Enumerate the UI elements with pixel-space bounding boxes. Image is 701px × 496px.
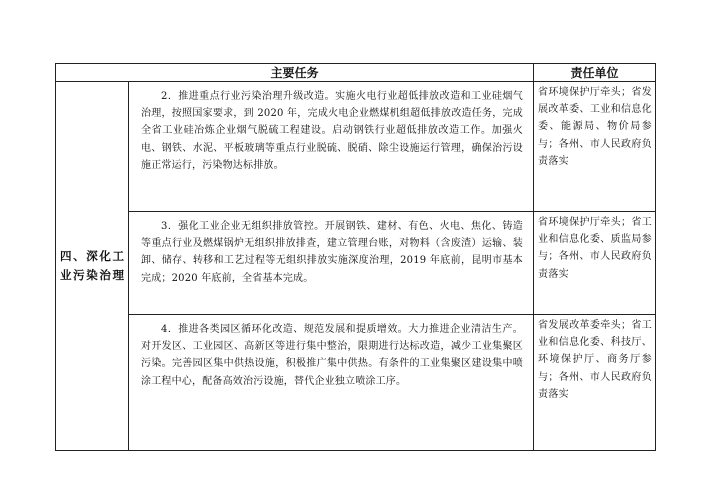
unit-text: 省环境保护厅牵头；省工业和信息化委、质监局参与；各州、市人民政府负责落实 [538, 217, 653, 280]
unit-text: 省发展改革委牵头；省工业和信息化委、科技厅、环境保护厅、商务厅参与；各州、市人民政府负责落实 [538, 320, 653, 400]
header-responsible-unit: 责任单位 [534, 64, 656, 82]
table-row [56, 82, 656, 212]
task-text: 3．强化工业企业无组织排放管控。开展钢铁、建材、有色、火电、焦化、铸造等重点行业及燃煤锅炉无组织排放排查，建立管理台账，对物料（含废渣）运输、装卸、储存、转移和工艺过程等无组织排放实施深度治理，2019 年底前，昆明市基本完成；2020 年底前，全省基本完成。 [141, 221, 524, 284]
task-cell-2 [129, 212, 534, 315]
header-main-tasks: 主要任务 [56, 64, 534, 82]
table-header-row [56, 64, 656, 82]
task-cell-1 [129, 82, 534, 212]
unit-text: 省环境保护厅牵头；省发展改革委、工业和信息化委、能源局、物价局参与；各州、市人民政府负责落实 [538, 87, 653, 167]
task-cell-3 [129, 315, 534, 451]
task-text: 4．推进各类园区循环化改造、规范发展和提质增效。大力推进企业清洁生产。对开发区、工业园区、高新区等进行集中整治，限期进行达标改造，减少工业集聚区污染。完善园区集中供热设施，积极推广集中供热。有条件的工业集聚区建设集中喷涂工程中心，配备高效治污设施，替代企业独立喷涂工序。 [141, 324, 524, 387]
task-text: 2．推进重点行业污染治理升级改造。实施火电行业超低排放改造和工业硅烟气治理，按照国家要求，到 2020 年，完成火电企业燃煤机组超低排放改造任务，完成全省工业硅冶炼企业烟气脱硫工程建设。启动钢铁行业超低排放改造工作。加强火电、钢铁、水泥、平板玻璃等重点行业脱硫、脱硝、除尘设施运行管理，确保治污设施正常运行，污染物达标排放。 [141, 91, 524, 171]
unit-cell-2 [534, 212, 656, 315]
table-row [56, 212, 656, 315]
unit-cell-1 [534, 82, 656, 212]
policy-task-table [55, 63, 656, 451]
category-label: 四、深化工业污染治理 [60, 249, 124, 282]
table-row [56, 315, 656, 451]
unit-cell-3 [534, 315, 656, 451]
category-cell [56, 82, 129, 451]
